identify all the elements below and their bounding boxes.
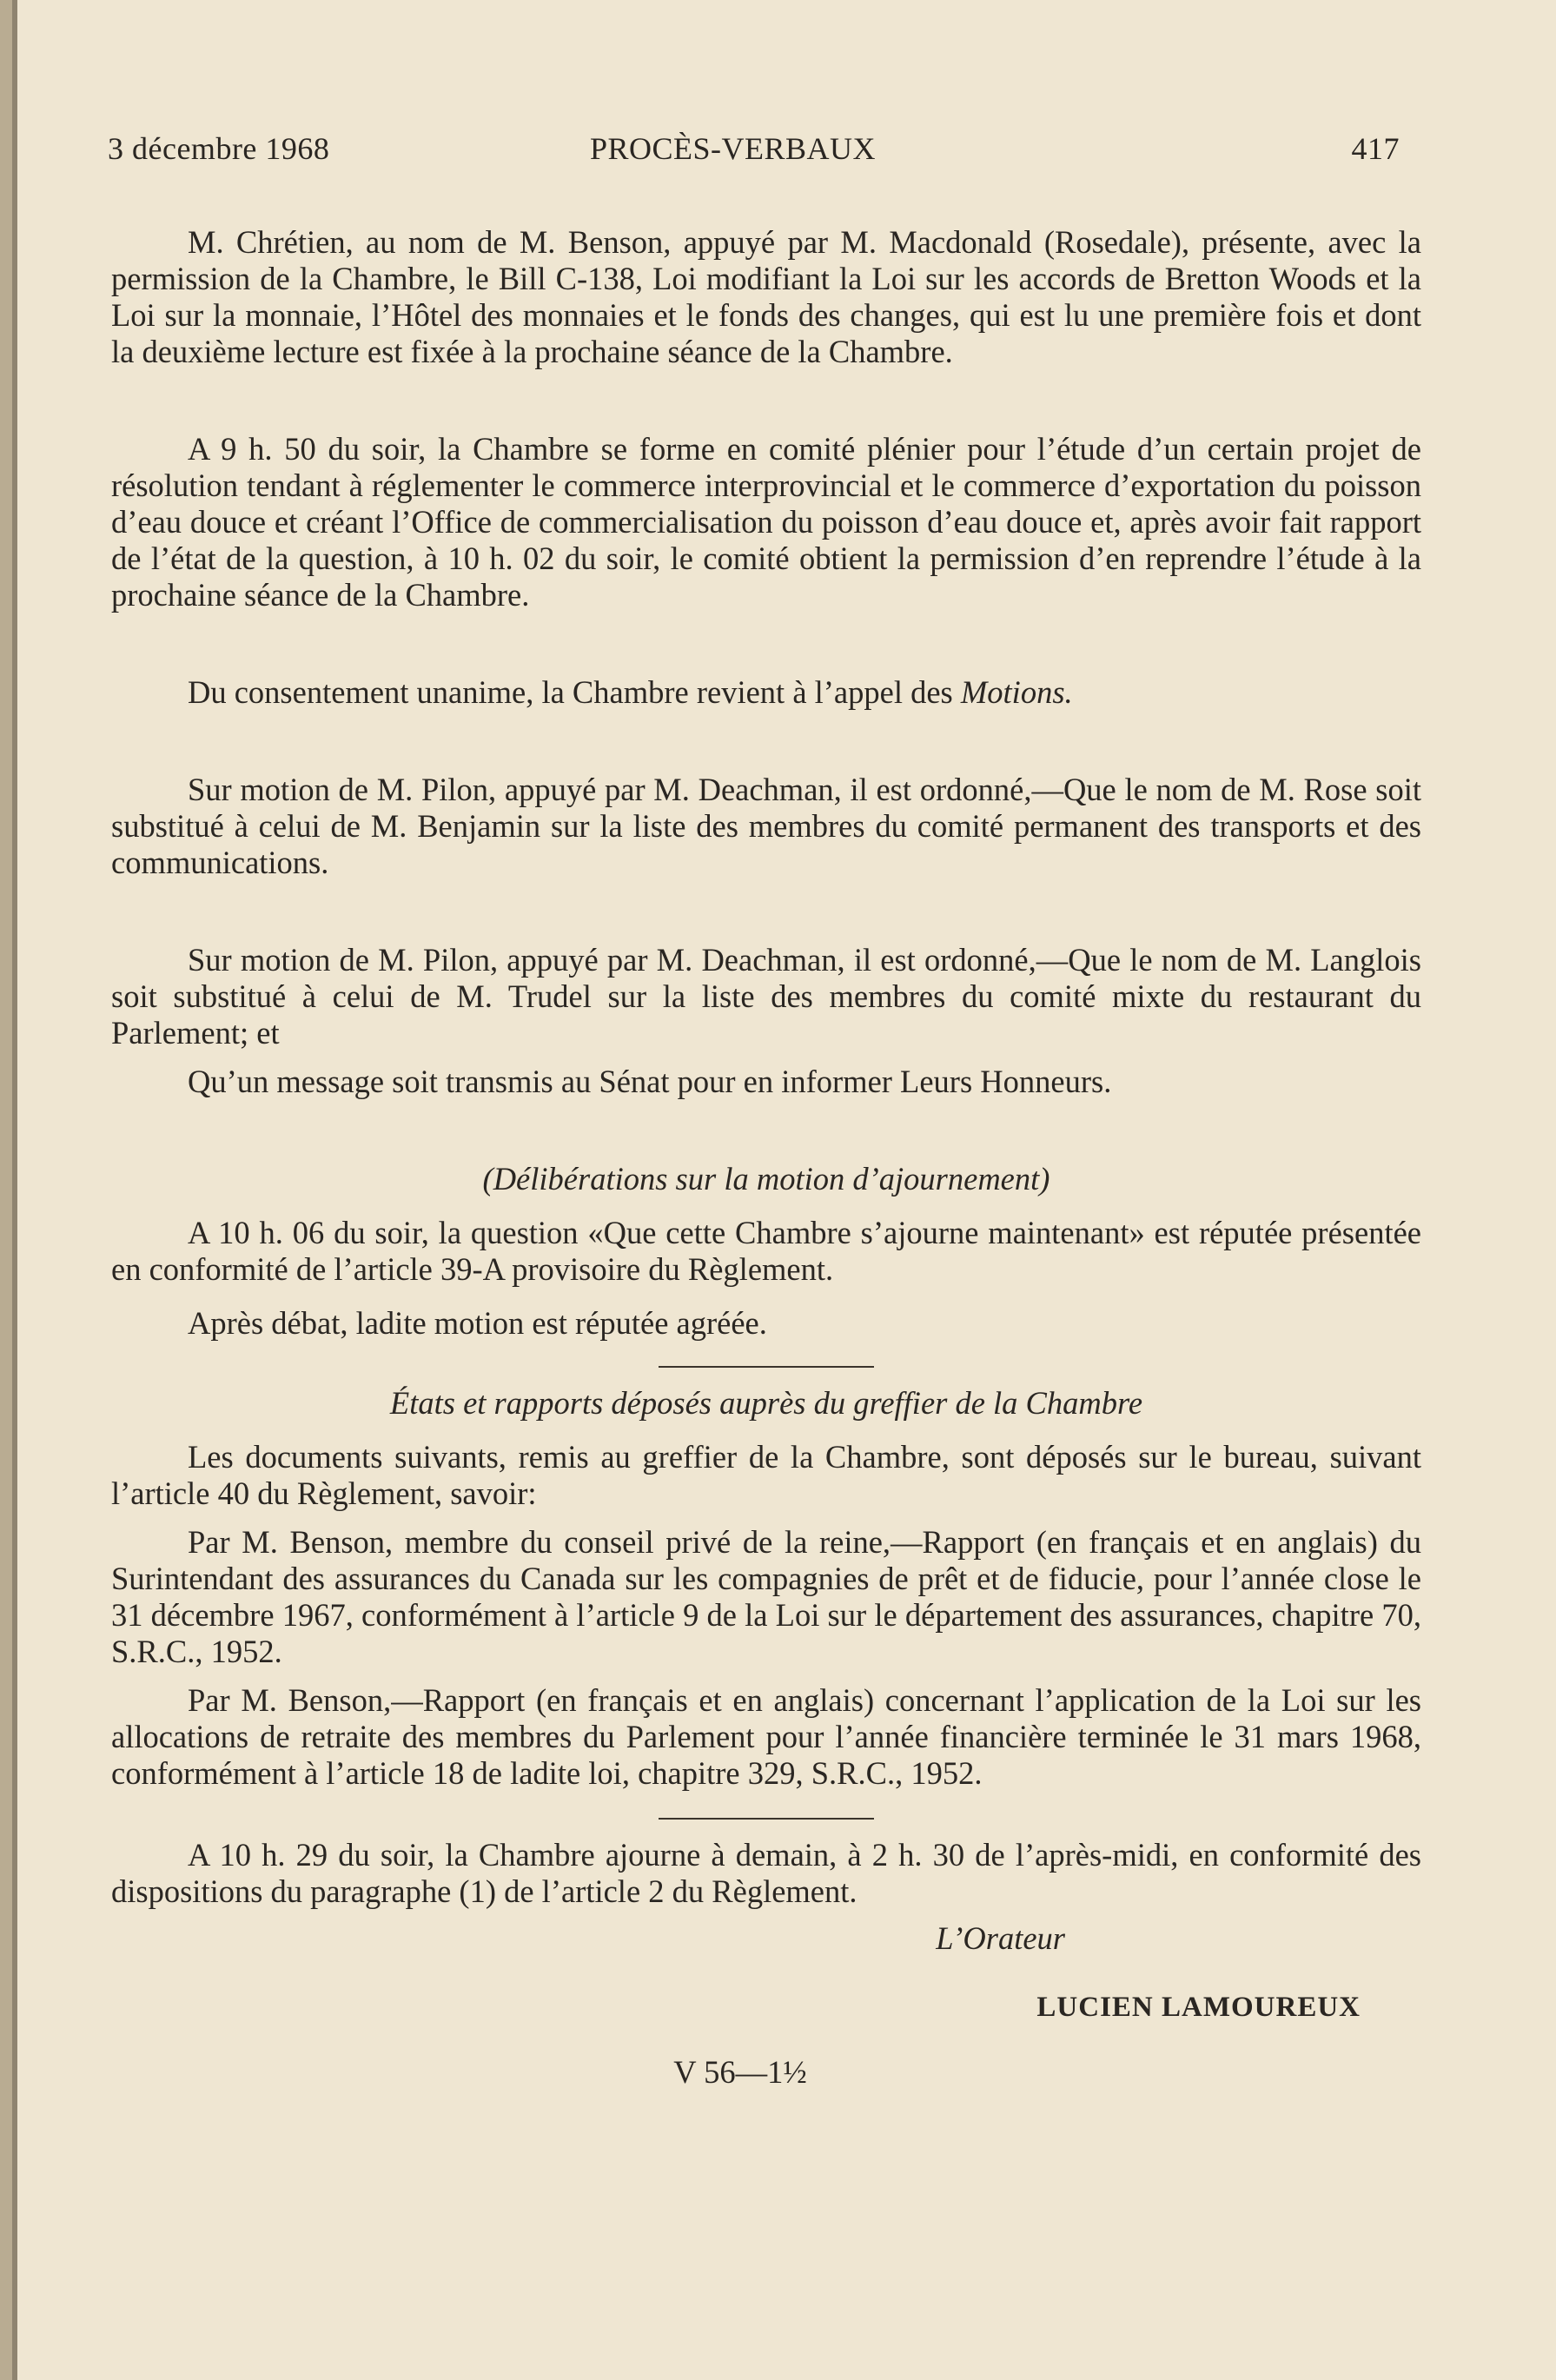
paragraph-senate-message: Qu’un message soit transmis au Sénat pour en informer Leurs Honneurs. (188, 1064, 1112, 1099)
binding-edge (12, 0, 17, 2380)
paragraph-documents-intro: Les documents suivants, remis au greffier de la Chambre, sont déposés sur le bureau, suivant l’article 40 du Règlement, savoir: (111, 1439, 1421, 1511)
section-heading-adjournment: (Délibérations sur la motion d’ajournement) (482, 1161, 1050, 1197)
paragraph-report-retirement: Par M. Benson,—Rapport (en français et en anglais) concernant l’application de la Loi sur les allocations de retraite des membres du Parlement pour l’année financière terminée le 31 mars 1968, conformément à l’article 18 de ladite loi, chapitre 329, S.R.C., 1952. (111, 1682, 1421, 1791)
document-body (111, 224, 1421, 2122)
paragraph-motion-agreed: Après débat, ladite motion est réputée agréée. (188, 1305, 767, 1341)
page-header (108, 130, 1400, 174)
signature-title: L’Orateur (936, 1920, 1065, 1956)
header-title: PROCÈS-VERBAUX (590, 131, 877, 166)
page-number: 417 (1351, 131, 1400, 166)
motions-italic-word: Motions. (960, 674, 1073, 710)
footer-signature-mark: V 56—1½ (673, 2053, 807, 2090)
section-heading-documents: États et rapports déposés auprès du greffier de la Chambre (389, 1385, 1143, 1421)
section-divider (659, 1366, 874, 1368)
paragraph-bill-c138: M. Chrétien, au nom de M. Benson, appuyé par M. Macdonald (Rosedale), présente, avec la permission de la Chambre, le Bill C-138, Loi modifiant la Loi sur les accords de Bretton Woods et la Loi sur la monnaie, l’Hôtel des monnaies et le fonds des changes, qui est lu une première fois et dont la deuxième lecture est fixée à la prochaine séance de la Chambre. (111, 224, 1421, 369)
paragraph-house-adjourns: A 10 h. 29 du soir, la Chambre ajourne à demain, à 2 h. 30 de l’après-midi, en conformité des dispositions du paragraphe (1) de l’article 2 du Règlement. (111, 1837, 1421, 1909)
paragraph-report-insurance: Par M. Benson, membre du conseil privé de la reine,—Rapport (en français et en anglais) du Surintendant des assurances du Canada sur les compagnies de prêt et de fiducie, pour l’année close le 31 décembre 1967, conformément à l’article 9 de la Loi sur le département des assurances, chapitre 70, S.R.C., 1952. (111, 1524, 1421, 1669)
header-date: 3 décembre 1968 (108, 131, 330, 166)
signature-name: LUCIEN LAMOUREUX (1036, 1991, 1361, 2023)
paragraph-motions-return (111, 674, 1421, 711)
motions-return-text: Du consentement unanime, la Chambre revient à l’appel des (188, 674, 953, 710)
paragraph-motion-rose: Sur motion de M. Pilon, appuyé par M. Deachman, il est ordonné,—Que le nom de M. Rose soit substitué à celui de M. Benjamin sur la liste des membres du comité permanent des transports et des communications. (111, 772, 1421, 880)
section-divider (659, 1818, 874, 1820)
paragraph-motion-langlois: Sur motion de M. Pilon, appuyé par M. Deachman, il est ordonné,—Que le nom de M. Langlois soit substitué à celui de M. Trudel sur la liste des membres du comité mixte du restaurant du Parlement; et (111, 942, 1421, 1051)
paragraph-committee-of-whole: A 9 h. 50 du soir, la Chambre se forme en comité plénier pour l’étude d’un certain projet de résolution tendant à réglementer le commerce interprovincial et le commerce d’exportation du poisson d’eau douce et créant l’Office de commercialisation du poisson d’eau douce et, après avoir fait rapport de l’état de la question, à 10 h. 02 du soir, le comité obtient la permission d’en reprendre l’étude à la prochaine séance de la Chambre. (111, 431, 1421, 613)
paragraph-adjournment-question: A 10 h. 06 du soir, la question «Que cette Chambre s’ajourne maintenant» est réputée présentée en conformité de l’article 39-A provisoire du Règlement. (111, 1215, 1421, 1287)
